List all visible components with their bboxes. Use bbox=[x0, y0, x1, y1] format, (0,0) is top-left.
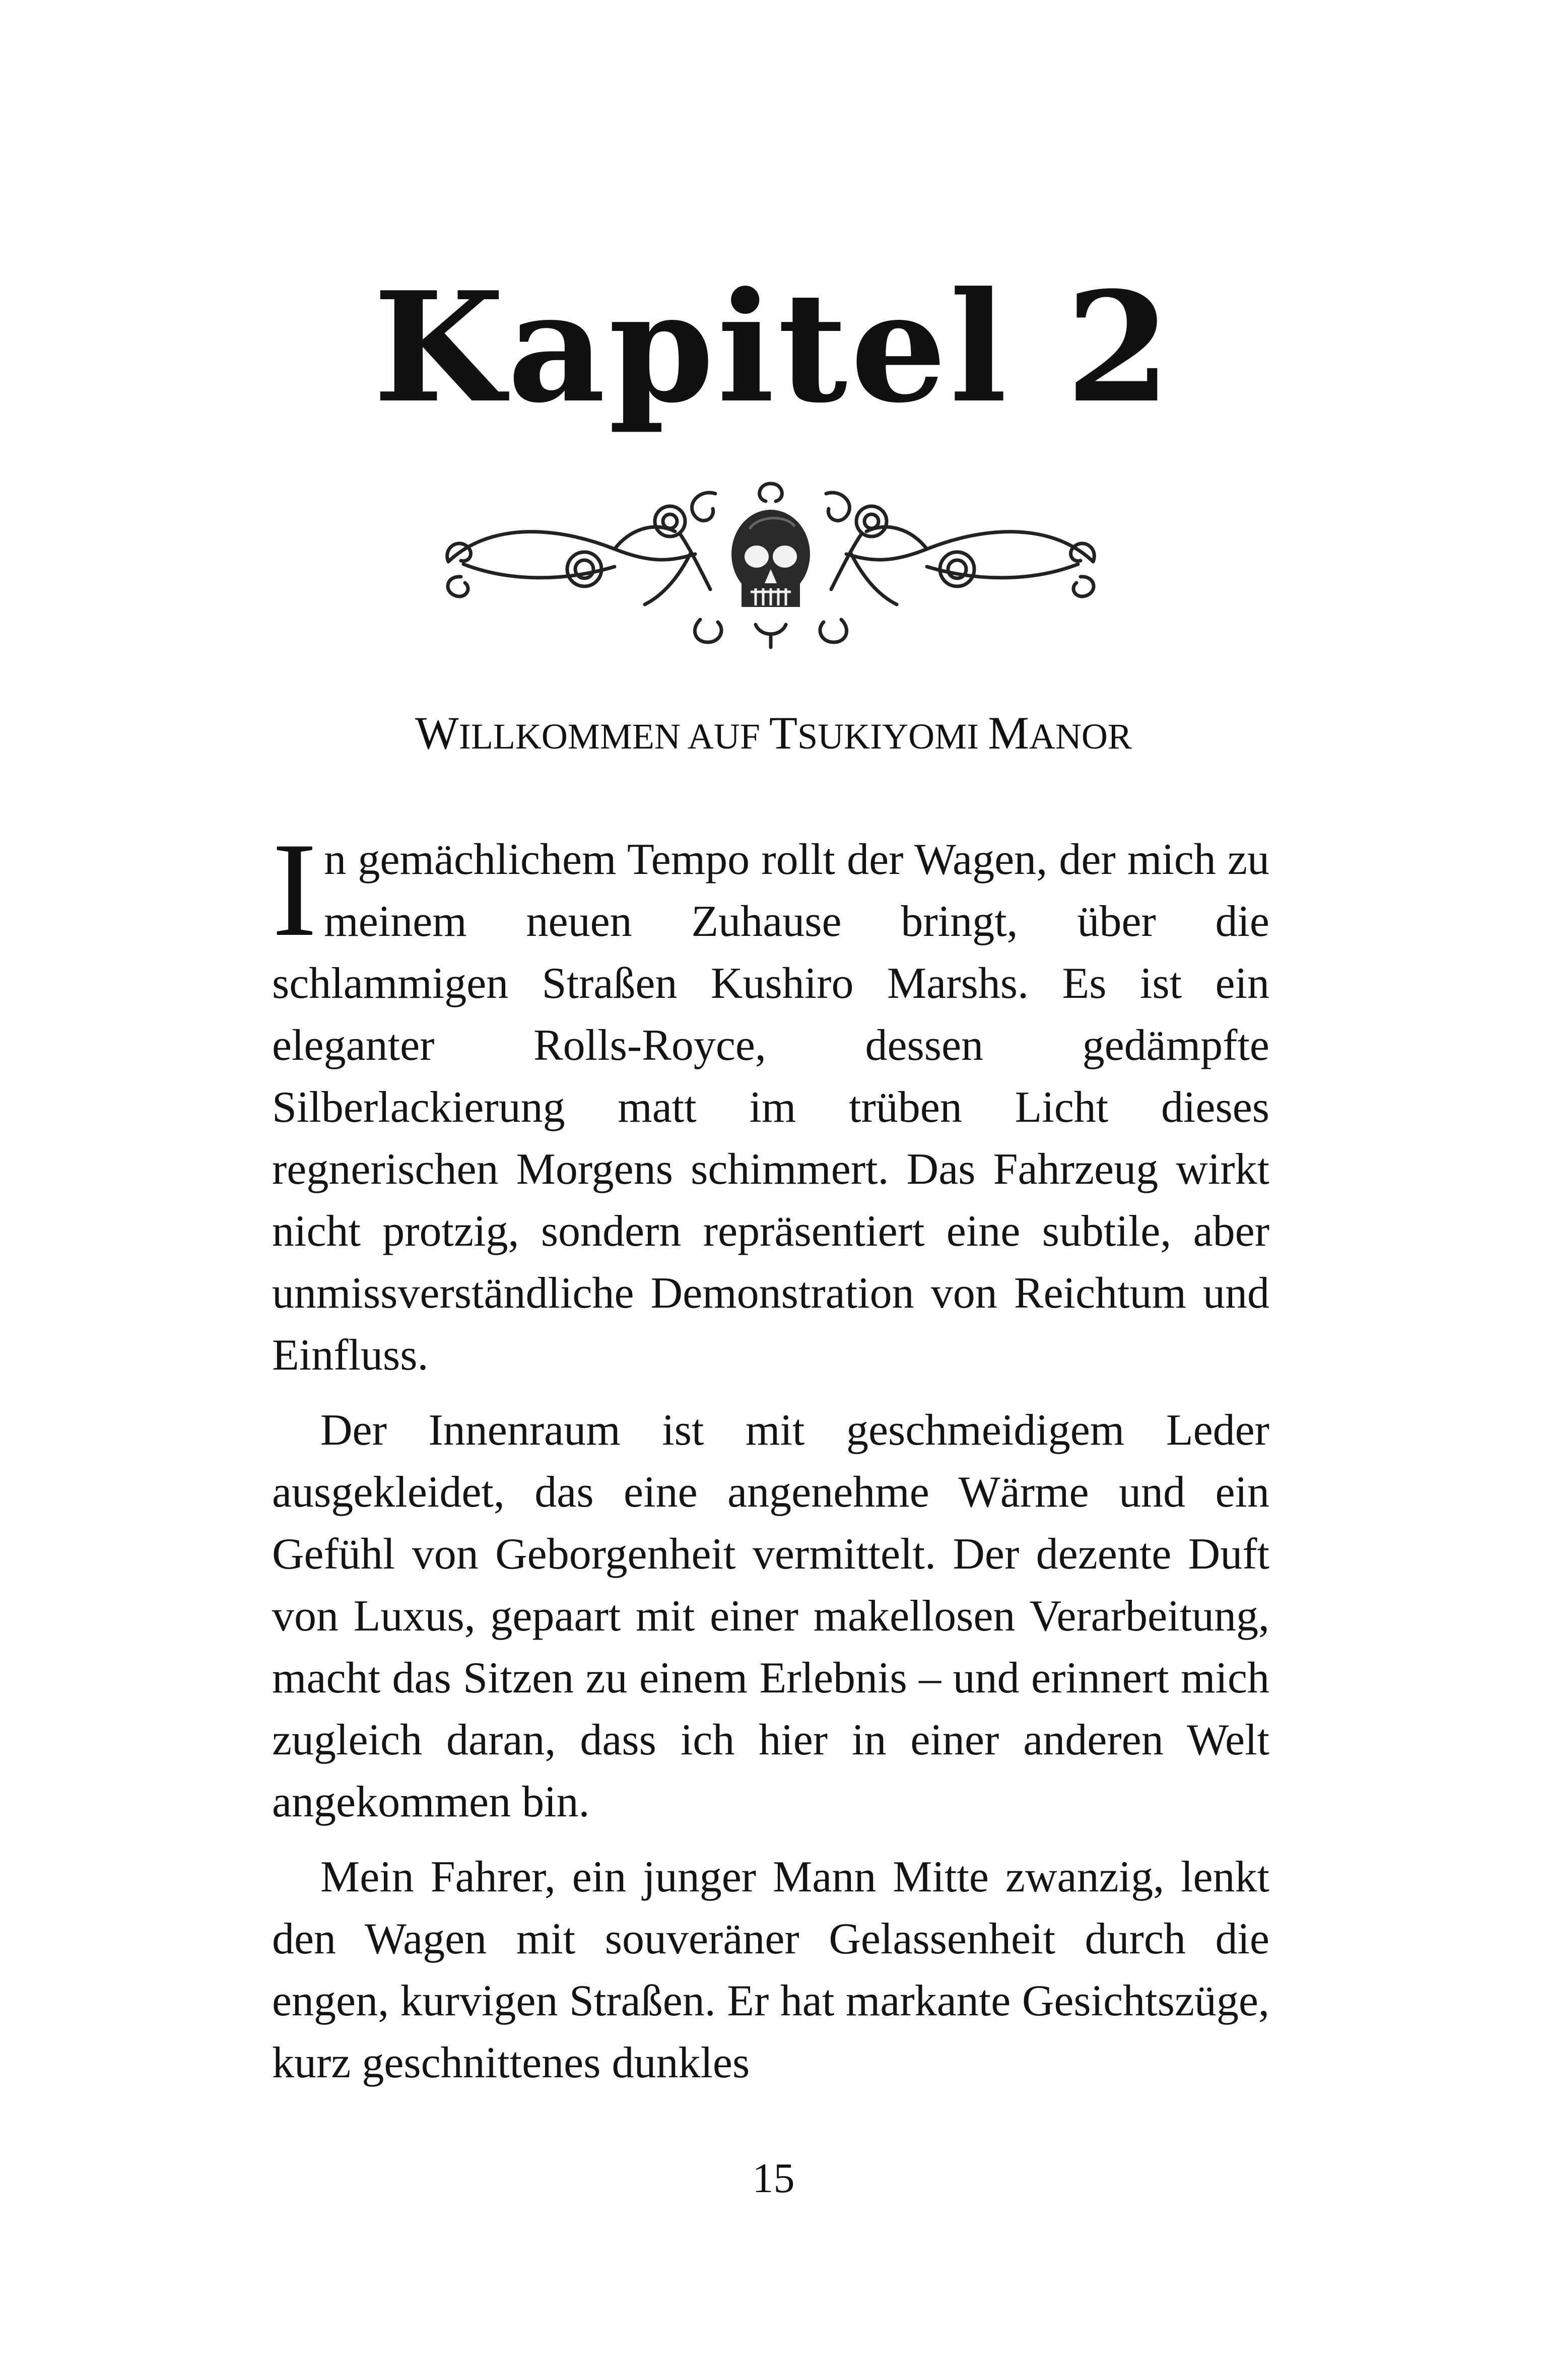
drop-cap: I bbox=[272, 814, 317, 964]
subtitle-initial-2: T bbox=[769, 707, 798, 759]
subtitle-initial-1: W bbox=[415, 707, 459, 759]
body-text bbox=[272, 814, 1269, 2094]
paragraph-1-text: n gemächlichem Tempo rollt der Wagen, der mich zu meinem neuen Zuhause bringt, über die schlammigen Straßen Kushiro Marshs. Es ist ein eleganter Rolls-Royce, dessen gedämpfte Silberlackierung matt im trüben Licht dieses regnerischen Morgens schimmert. Das Fahrzeug wirkt nicht protzig, sondern repräsentiert eine subtile, aber unmissverständliche Demonstration von Reichtum und Einfluss. bbox=[272, 835, 1269, 1380]
chapter-title: Kapitel 2 bbox=[373, 258, 1174, 436]
subtitle-initial-3: M bbox=[988, 707, 1029, 759]
skull-flourish-ornament-icon bbox=[433, 473, 1108, 650]
subtitle-text-1: ILLKOMMEN AUF bbox=[458, 716, 769, 757]
page-number: 15 bbox=[752, 2155, 795, 2202]
chapter-subtitle bbox=[0, 705, 1547, 764]
subtitle-text-2: SUKIYOMI bbox=[797, 716, 988, 757]
subtitle-text-3: ANOR bbox=[1029, 716, 1132, 757]
paragraph-2: Der Innenraum ist mit geschmeidigem Leder ausgekleidet, das eine angenehme Wärme und ein Gefühl von Geborgenheit vermittelt. Der dezente Duft von Luxus, gepaart mit einer makellosen Verarbeitung, macht das Sitzen zu einem Erlebnis – und erinnert mich zugleich daran, dass ich hier in einer anderen Welt angekommen bin. bbox=[272, 1406, 1269, 1826]
paragraph-1 bbox=[272, 814, 1269, 1386]
paragraph-3: Mein Fahrer, ein junger Mann Mitte zwanzig, lenkt den Wagen mit souveräner Gelassenheit durch die engen, kurvigen Straßen. Er hat markante Gesichtszüge, kurz geschnittenes dunkles bbox=[272, 1853, 1269, 2087]
